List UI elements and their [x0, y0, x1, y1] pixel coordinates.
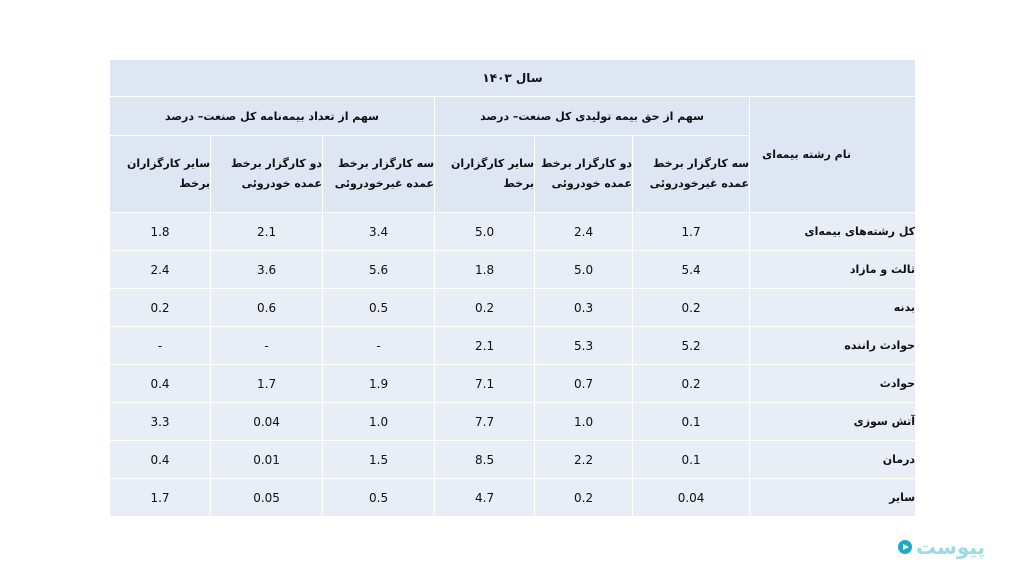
table-cell: 0.1: [633, 441, 750, 479]
table-cell: 0.2: [633, 289, 750, 327]
row-name: کل رشته‌های بیمه‌ای: [750, 213, 916, 251]
table-cell: -: [323, 327, 435, 365]
row-name: آتش سوزی: [750, 403, 916, 441]
table-cell: 0.7: [535, 365, 633, 403]
table-cell: 0.01: [211, 441, 323, 479]
table-cell: 1.8: [435, 251, 535, 289]
table-cell: 0.2: [110, 289, 211, 327]
table-cell: 0.5: [323, 289, 435, 327]
table-cell: 0.5: [323, 479, 435, 517]
table-cell: 3.6: [211, 251, 323, 289]
table-cell: 1.9: [323, 365, 435, 403]
table-cell: 3.3: [110, 403, 211, 441]
table-row: [110, 403, 916, 441]
row-name: بدنه: [750, 289, 916, 327]
group-header-policy: سهم از تعداد بیمه‌نامه کل صنعت– درصد: [110, 97, 435, 136]
table-cell: 5.4: [633, 251, 750, 289]
table-cell: 3.4: [323, 213, 435, 251]
table-cell: 0.1: [633, 403, 750, 441]
table-cell: 5.2: [633, 327, 750, 365]
table-cell: 2.1: [435, 327, 535, 365]
table-cell: 1.7: [110, 479, 211, 517]
table-row: [110, 327, 916, 365]
table-cell: 0.2: [435, 289, 535, 327]
table-body: [110, 213, 916, 517]
table-cell: 5.0: [535, 251, 633, 289]
table-row: [110, 441, 916, 479]
year-header: سال ۱۴۰۳: [110, 60, 916, 97]
table-cell: 0.3: [535, 289, 633, 327]
table-cell: 0.4: [110, 365, 211, 403]
table-cell: 1.8: [110, 213, 211, 251]
table-cell: 1.7: [211, 365, 323, 403]
table-cell: 1.0: [535, 403, 633, 441]
sub-header: سه کارگزار برخط عمده غیرخودروئی: [633, 136, 750, 213]
table-row: [110, 251, 916, 289]
table-cell: 1.0: [323, 403, 435, 441]
table-row: [110, 479, 916, 517]
table-cell: -: [110, 327, 211, 365]
sub-header: سایر کارگزاران برخط: [435, 136, 535, 213]
table-cell: -: [211, 327, 323, 365]
row-name: درمان: [750, 441, 916, 479]
row-name: سایر: [750, 479, 916, 517]
row-name: حوادث: [750, 365, 916, 403]
sub-header: سایر کارگزاران برخط: [110, 136, 211, 213]
sub-header: دو کارگزار برخط عمده خودروئی: [211, 136, 323, 213]
table-cell: 0.2: [633, 365, 750, 403]
table-cell: 5.0: [435, 213, 535, 251]
table-cell: 5.3: [535, 327, 633, 365]
logo-text: پیوست: [916, 535, 986, 559]
table-cell: 7.1: [435, 365, 535, 403]
table-cell: 5.6: [323, 251, 435, 289]
table-cell: 1.5: [323, 441, 435, 479]
table-cell: 0.2: [535, 479, 633, 517]
insurance-share-table: [109, 59, 916, 517]
table-cell: 2.4: [110, 251, 211, 289]
group-header-premium: سهم از حق بیمه تولیدی کل صنعت– درصد: [435, 97, 750, 136]
table-cell: 2.2: [535, 441, 633, 479]
sub-header: سه کارگزار برخط عمده غیرخودروئی: [323, 136, 435, 213]
table-cell: 0.04: [211, 403, 323, 441]
table-cell: 7.7: [435, 403, 535, 441]
row-name-header-label: نام رشته بیمه‌ای: [762, 148, 851, 161]
table-cell: 0.4: [110, 441, 211, 479]
table-cell: 2.4: [535, 213, 633, 251]
table-row: [110, 289, 916, 327]
table-cell: 8.5: [435, 441, 535, 479]
row-name: حوادث راننده: [750, 327, 916, 365]
row-name-header: [750, 97, 916, 213]
site-logo: [898, 534, 1006, 560]
table-cell: 0.6: [211, 289, 323, 327]
table-cell: 0.05: [211, 479, 323, 517]
table-row: [110, 365, 916, 403]
sub-header: دو کارگزار برخط عمده خودروئی: [535, 136, 633, 213]
table-cell: 4.7: [435, 479, 535, 517]
table-cell: 0.04: [633, 479, 750, 517]
row-name: ثالث و مازاد: [750, 251, 916, 289]
table-cell: 2.1: [211, 213, 323, 251]
play-circle-icon: [898, 540, 912, 554]
table-row: [110, 213, 916, 251]
table-cell: 1.7: [633, 213, 750, 251]
